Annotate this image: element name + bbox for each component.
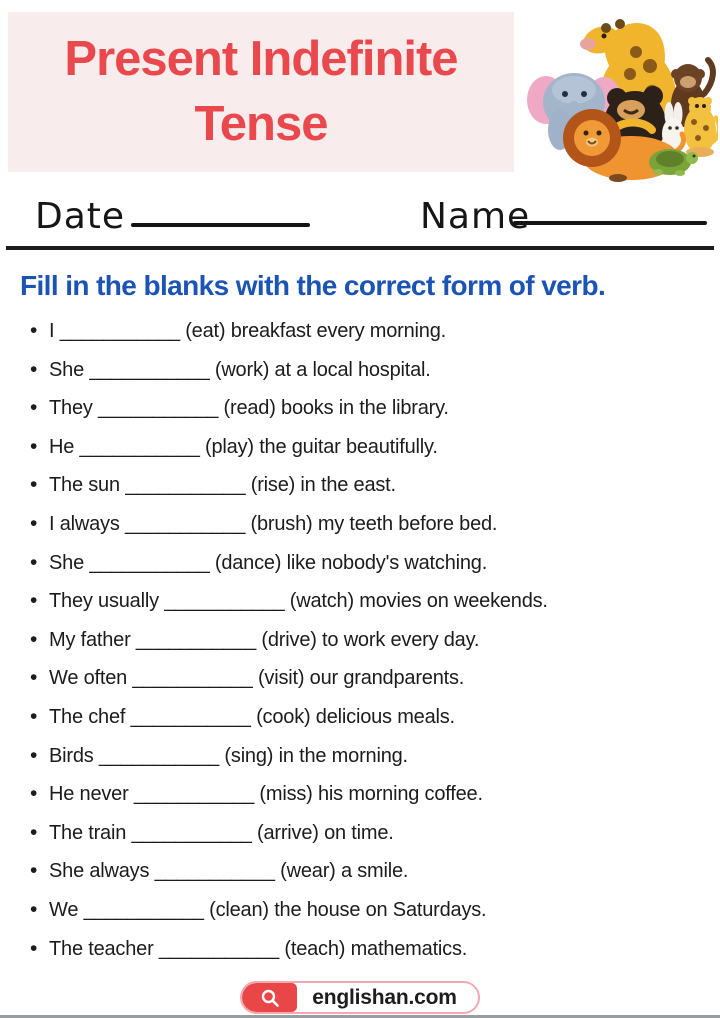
list-item: • I always ___________ (brush) my teeth before bed. <box>30 505 702 544</box>
search-icon <box>242 983 297 1012</box>
list-item: • The chef ___________ (cook) delicious meals. <box>30 698 702 737</box>
list-item: • The sun ___________ (rise) in the east. <box>30 466 702 505</box>
list-item: • We ___________ (clean) the house on Saturdays. <box>30 891 702 930</box>
exercise-list <box>30 312 702 968</box>
section-divider <box>6 246 714 250</box>
name-label: Name <box>420 196 531 237</box>
site-url: englishan.com <box>312 985 457 1009</box>
list-item: • The teacher ___________ (teach) mathematics. <box>30 930 702 969</box>
list-item: • Birds ___________ (sing) in the morning. <box>30 737 702 776</box>
list-item: • She always ___________ (wear) a smile. <box>30 852 702 891</box>
instruction-heading: Fill in the blanks with the correct form of verb. <box>20 270 606 301</box>
turtle-figure <box>649 149 698 176</box>
date-label: Date <box>35 196 126 237</box>
list-item: • We often ___________ (visit) our grandparents. <box>30 659 702 698</box>
list-item: • The train ___________ (arrive) on time. <box>30 814 702 853</box>
list-item: • She ___________ (work) at a local hospital. <box>30 351 702 390</box>
date-blank-line <box>131 223 310 227</box>
name-blank-line <box>513 221 707 225</box>
cartoon-animals-illustration <box>518 2 718 188</box>
list-item: • They usually ___________ (watch) movies on weekends. <box>30 582 702 621</box>
list-item: • She ___________ (dance) like nobody's watching. <box>30 544 702 583</box>
header-banner <box>8 12 514 172</box>
list-item: • My father ___________ (drive) to work every day. <box>30 621 702 660</box>
list-item: • He ___________ (play) the guitar beautifully. <box>30 428 702 467</box>
page-title-line2: Tense <box>194 97 328 151</box>
list-item: • He never ___________ (miss) his morning coffee. <box>30 775 702 814</box>
meta-row <box>0 192 720 244</box>
site-badge[interactable] <box>240 981 480 1014</box>
list-item: • I ___________ (eat) breakfast every morning. <box>30 312 702 351</box>
page-title-line1: Present Indefinite <box>64 32 458 86</box>
list-item: • They ___________ (read) books in the library. <box>30 389 702 428</box>
